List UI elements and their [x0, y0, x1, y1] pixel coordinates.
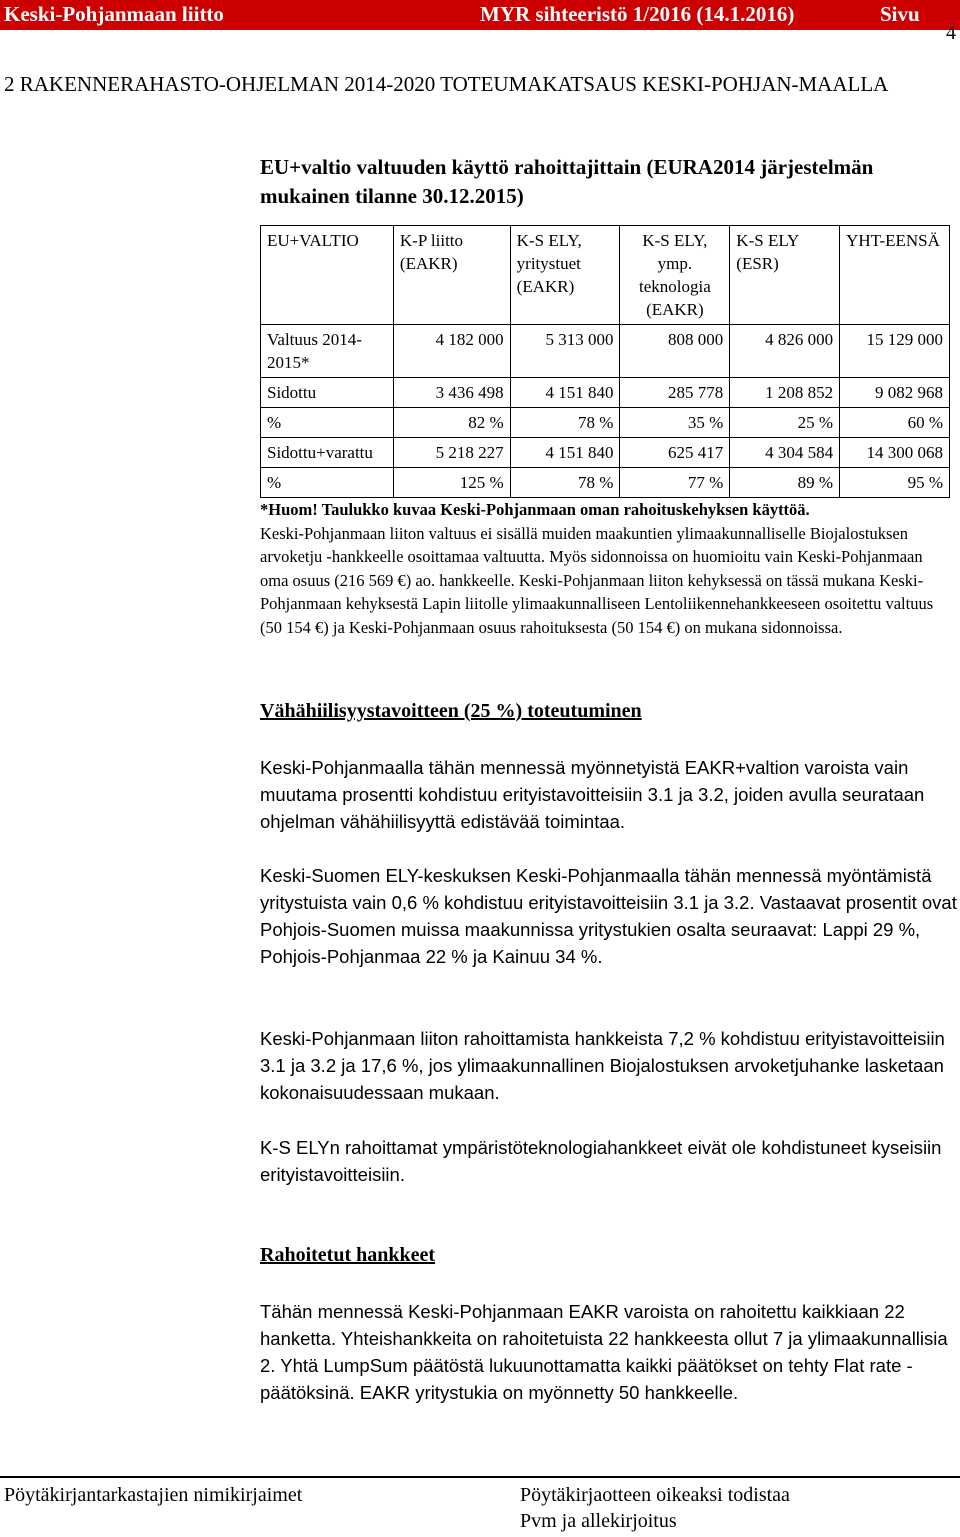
page-header — [0, 0, 960, 30]
table-cell: 4 151 840 — [510, 438, 620, 468]
paragraph: Keski-Pohjanmaalla tähän mennessä myönnetyistä EAKR+valtion varoista vain muutama prosentti kohdistuu erityistavoitteisiin 3.1 ja 3.2, joiden avulla seurataan ohjelman vähähiilisyyttä edistävää toimintaa. — [260, 757, 925, 832]
paragraph: K-S ELYn rahoittamat ympäristöteknologiahankkeet eivät ole kohdistuneet kyseisiin erityistavoitteisiin. — [260, 1137, 942, 1185]
header-page-label: Sivu — [880, 2, 920, 26]
funding-table — [260, 225, 950, 498]
table-cell: 5 218 227 — [393, 438, 510, 468]
table-header-cell: K-P liitto (EAKR) — [393, 226, 510, 325]
table-cell: 3 436 498 — [393, 378, 510, 408]
section-title: 2 RAKENNERAHASTO-OHJELMAN 2014-2020 TOTEUMAKATSAUS KESKI-POHJAN-MAALLA — [4, 72, 889, 96]
table-row — [261, 438, 950, 468]
footer-signature-label: Pvm ja allekirjoitus — [520, 1510, 677, 1532]
table-header-cell: K-S ELY, ymp. teknologia (EAKR) — [620, 226, 730, 325]
table-cell: 625 417 — [620, 438, 730, 468]
table-cell: 25 % — [730, 408, 840, 438]
table-cell: 14 300 068 — [840, 438, 950, 468]
table-cell: 4 151 840 — [510, 378, 620, 408]
table-row — [261, 378, 950, 408]
table-cell: 285 778 — [620, 378, 730, 408]
table-row — [261, 325, 950, 378]
table-header-row — [261, 226, 950, 325]
paragraph: Keski-Pohjanmaan liiton rahoittamista hankkeista 7,2 % kohdistuu erityistavoitteisiin 3.1 ja 3.2 ja 17,6 %, jos ylimaakunnallinen Biojalostuksen arvoketjuhanke lasketaan kokonaisuudessaan mukaan. — [260, 1028, 945, 1103]
table-row-label: Valtuus 2014-2015* — [261, 325, 394, 378]
page-number: 4 — [946, 22, 956, 44]
table-cell: 808 000 — [620, 325, 730, 378]
table-header-cell: K-S ELY (ESR) — [730, 226, 840, 325]
table-cell: 125 % — [393, 468, 510, 498]
table-header-cell: K-S ELY, yritystuet (EAKR) — [510, 226, 620, 325]
footer-certification-label: Pöytäkirjaotteen oikeaksi todistaa — [520, 1484, 790, 1506]
table-cell: 78 % — [510, 468, 620, 498]
table-row-label: % — [261, 408, 394, 438]
table-cell: 4 304 584 — [730, 438, 840, 468]
section-heading-funded-projects: Rahoitetut hankkeet — [260, 1244, 436, 1266]
table-cell: 78 % — [510, 408, 620, 438]
table-cell: 9 082 968 — [840, 378, 950, 408]
table-cell: 15 129 000 — [840, 325, 950, 378]
table-cell: 82 % — [393, 408, 510, 438]
table-cell: 60 % — [840, 408, 950, 438]
table-cell: 1 208 852 — [730, 378, 840, 408]
table-cell: 4 182 000 — [393, 325, 510, 378]
header-org: Keski-Pohjanmaan liitto — [4, 2, 224, 26]
table-row-label: % — [261, 468, 394, 498]
table-row — [261, 408, 950, 438]
footer-initials-label: Pöytäkirjantarkastajien nimikirjaimet — [4, 1484, 303, 1506]
table-cell: 35 % — [620, 408, 730, 438]
table-cell: 89 % — [730, 468, 840, 498]
table-header-cell: EU+VALTIO — [261, 226, 394, 325]
footer-divider — [0, 1476, 960, 1478]
table-row-label: Sidottu+varattu — [261, 438, 394, 468]
table-cell: 95 % — [840, 468, 950, 498]
section-heading-low-carbon: Vähähiilisyystavoitteen (25 %) toteutuminen — [260, 700, 642, 722]
table-notes — [260, 498, 950, 639]
table-header-cell: YHT-EENSÄ — [840, 226, 950, 325]
table-cell: 77 % — [620, 468, 730, 498]
notes-heading: *Huom! Taulukko kuvaa Keski-Pohjanmaan oman rahoituskehyksen käyttöä. — [260, 500, 810, 519]
table-cell: 4 826 000 — [730, 325, 840, 378]
table-row — [261, 468, 950, 498]
table-cell: 5 313 000 — [510, 325, 620, 378]
header-meeting: MYR sihteeristö 1/2016 (14.1.2016) — [480, 2, 795, 26]
notes-text: Keski-Pohjanmaan liiton valtuus ei sisällä muiden maakuntien ylimaakunnalliselle Biojalostuksen arvoketju -hankkeelle osoittamaa valtuutta. Myös sidonnoissa on huomioitu vain Keski-Pohjanmaan oma osuus (216 569 €) ao. hankkeelle. Keski-Pohjanmaan liiton kehyksessä on tässä mukana Keski-Pohjanmaan kehyksestä Lapin liitolle ylimaakunnalliseen Lentoliikennehankkeeseen osoitettu valtuus (50 154 €) ja Keski-Pohjanmaan osuus rahoituksesta (50 154 €) on mukana sidonnoissa. — [260, 523, 934, 637]
paragraph: Tähän mennessä Keski-Pohjanmaan EAKR varoista on rahoitettu kaikkiaan 22 hanketta. Yhteishankkeita on rahoitetuista 22 hankkeesta ollut 7 ja ylimaakunnallisia 2. Yhtä LumpSum päätöstä lukuunottamatta kaikki päätökset on tehty Flat rate -päätöksinä. EAKR yritystukia on myönnetty 50 hankkeelle. — [260, 1301, 948, 1403]
table-caption: EU+valtio valtuuden käyttö rahoittajittain (EURA2014 järjestelmän mukainen tilanne 30.12.2015) — [260, 155, 874, 208]
table-row-label: Sidottu — [261, 378, 394, 408]
paragraph: Keski-Suomen ELY-keskuksen Keski-Pohjanmaalla tähän mennessä myöntämistä yritystuista vain 0,6 % kohdistuu erityistavoitteisiin 3.1 ja 3.2. Vastaavat prosentit ovat Pohjois-Suomen muissa maakunnissa yritystukien osalta seuraavat: Lappi 29 %, Pohjois-Pohjanmaa 22 % ja Kainuu 34 %. — [260, 865, 957, 967]
